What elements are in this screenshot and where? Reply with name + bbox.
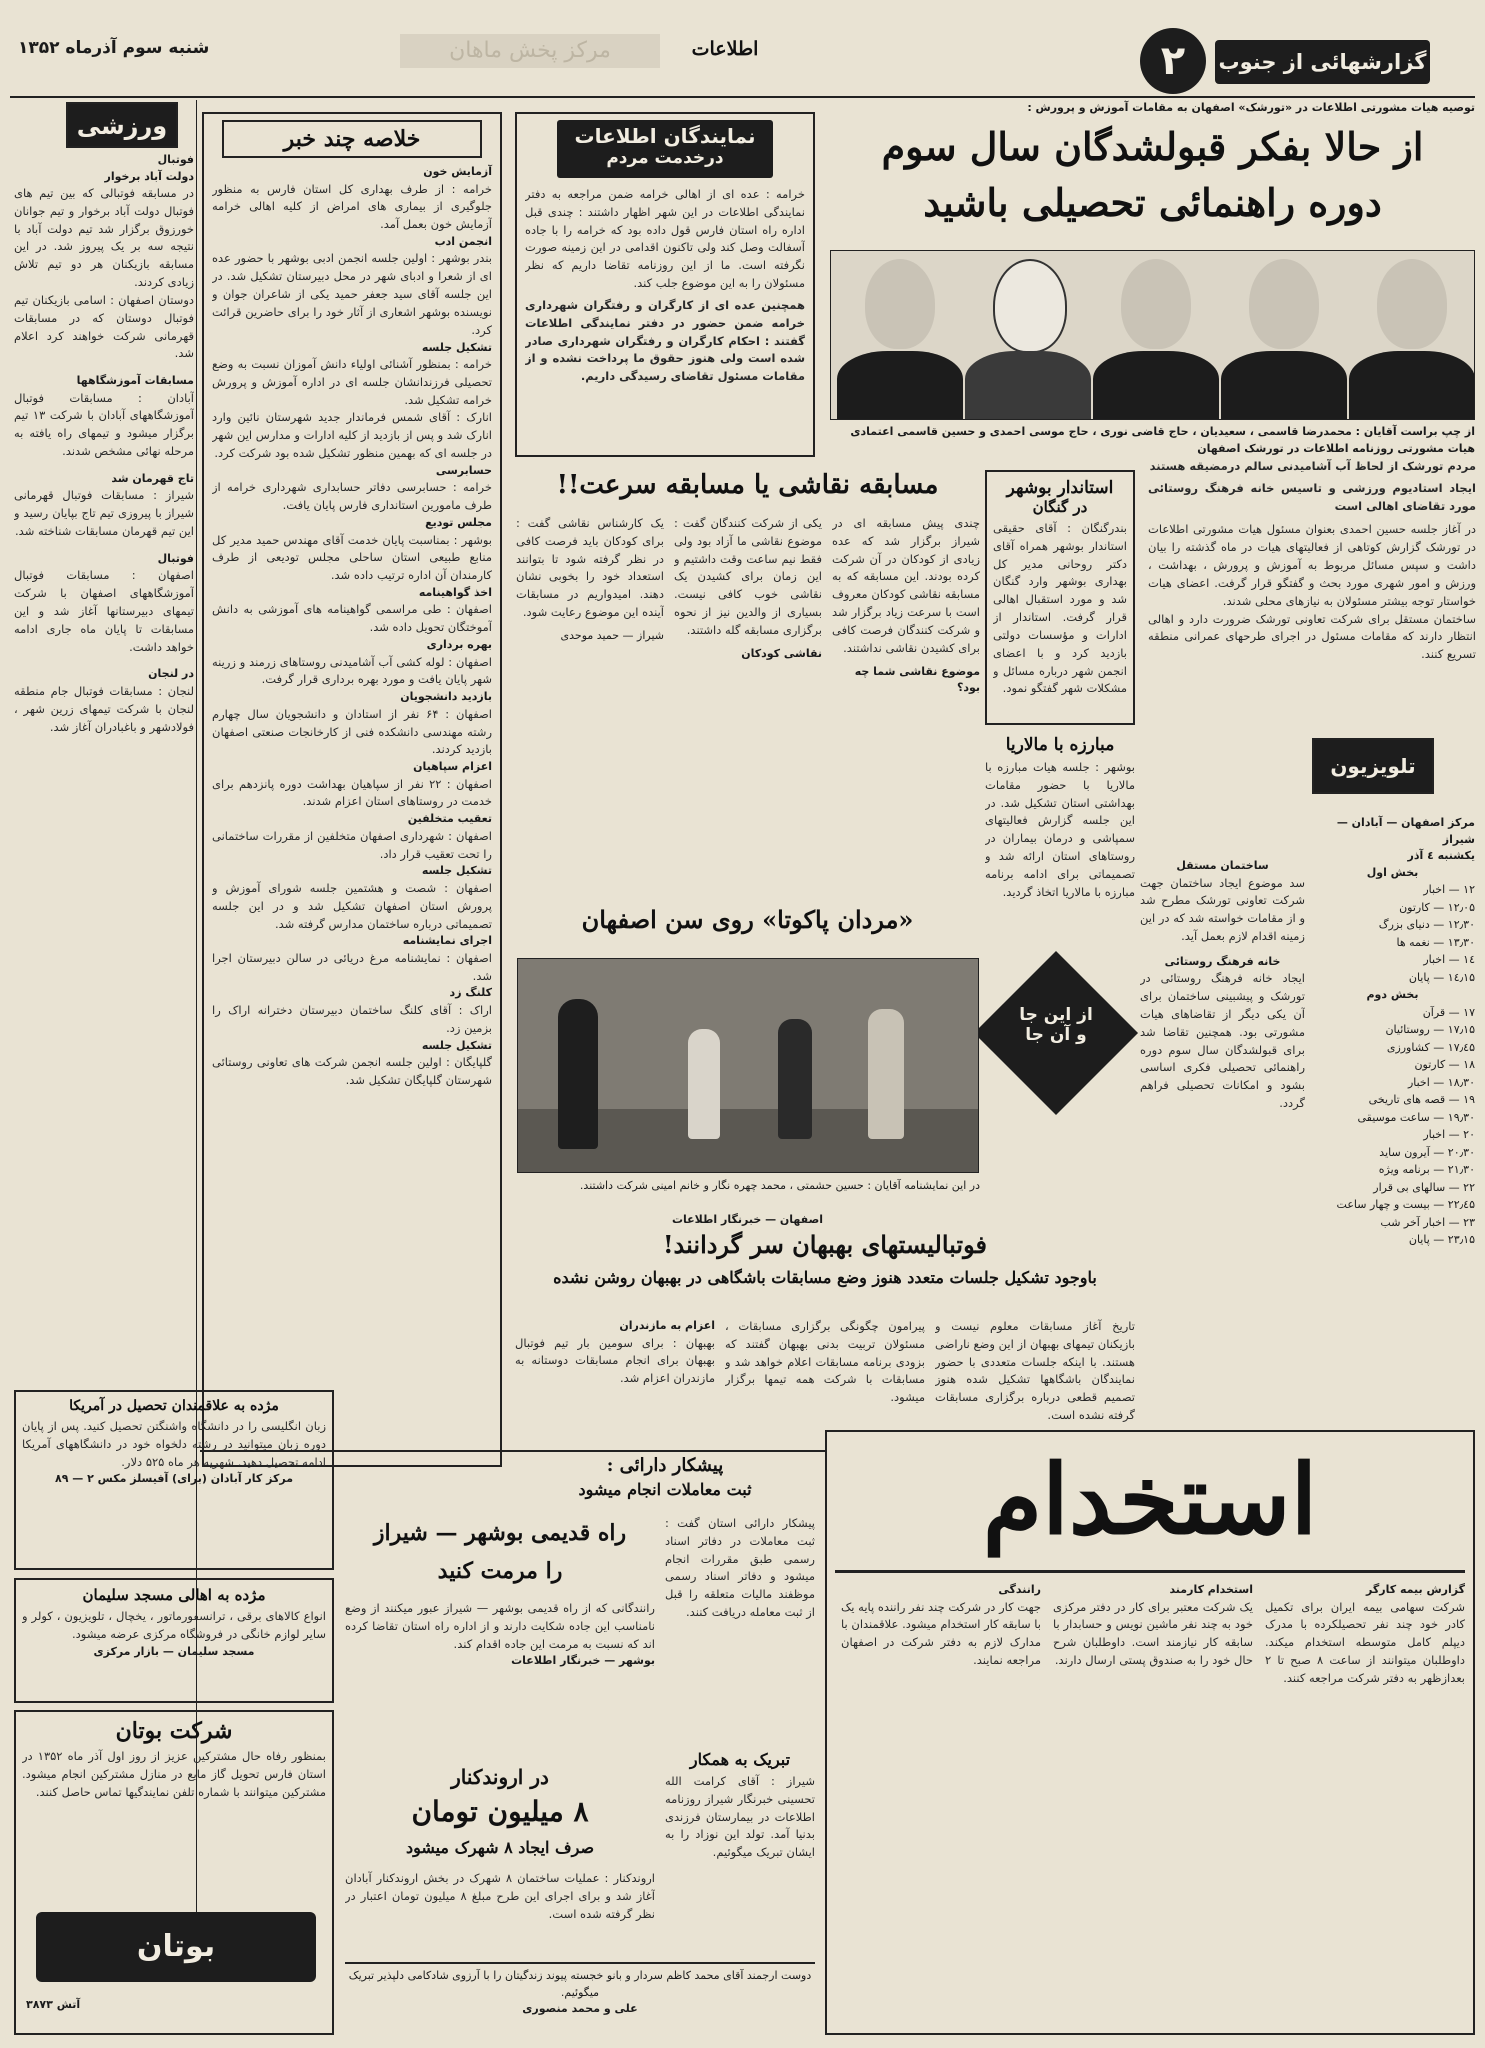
tv-schedule-item: ۲۳٫۱۵ — پایان xyxy=(1408,1233,1475,1246)
butan-logo: بوتان xyxy=(36,1912,316,1982)
tv-schedule-list-2 xyxy=(1310,1005,1475,1249)
travel-stamp-text xyxy=(998,1005,1114,1045)
tv-schedule-item: ۱۷٫۱۵ — روستائیان xyxy=(1385,1023,1475,1036)
main-headline-2: دوره راهنمائی تحصیلی باشید xyxy=(923,180,1382,225)
brief-heading: اعزام سپاهیان xyxy=(413,760,492,774)
brief-heading: اجرای نمایشنامه xyxy=(402,934,492,948)
brief-paragraph: خرامه : از طرف بهداری کل استان فارس به منظور جلوگیری از بیماری های امراض از کلیه اهالی خرامه آزمایش خون بعمل آمد. xyxy=(212,181,492,232)
sports-column xyxy=(14,152,194,1382)
hiring-col-body: شرکت سهامی بیمه ایران برای تکمیل کادر خود چند نفر تحصیلکرده با مدرک دیپلم کامل متوسطه استخدام میکند. داوطلبان میتوانند از ساعت ۸ صبح تا ۲ بعدازظهر به دفتر شرکت مراجعه کنند. xyxy=(1265,1599,1465,1685)
brief-paragraph: اصفهان : ۲۲ نفر از سپاهیان بهداشت دوره پانزدهم برای خدمت در روستاهای استان اعزام شدند. xyxy=(212,776,492,809)
portrait xyxy=(837,251,963,420)
tv-schedule-item: ۱۷٫٤۵ — کشاورزی xyxy=(1386,1040,1475,1054)
sports-paragraph: در مسابقه فوتبالی که بین تیم های فوتبال دولت آباد برخوار و تیم جوانان خورزوق برگزار شد تیم دولت آباد با نتیجه سه بر یک پیروز شد. در این مسابقه بازیکنان هر دو تیم تلاش زیادی کردند. xyxy=(14,186,194,290)
football-col xyxy=(935,1318,1135,1425)
butan-code: آتش ۳۸۷۳ xyxy=(26,1998,81,2011)
football-paragraph: پیرامون چگونگی برگزاری مسابقات ، مسئولان تربیت بدنی بهبهان گفتند که بزودی برنامه مسابقات اعلام خواهد شد و مسابقات با شرکت همه تیمها برگزار میشود. xyxy=(725,1319,925,1405)
brief-heading: مجلس تودیع xyxy=(425,516,492,529)
arvand-body xyxy=(345,1870,655,1960)
congrats-box xyxy=(665,1750,815,1960)
butan-title: شرکت بوتان xyxy=(115,1718,233,1744)
news-brief-title: خلاصه چند خبر xyxy=(222,120,482,158)
tv-schedule-item: ۱۸ — کارتون xyxy=(1414,1058,1475,1071)
arvand-title-2: ۸ میلیون تومان xyxy=(411,1795,589,1828)
main-paragraph: ساختمان مستقل برای شرکت تعاونی تورشک ضرورت دارد و اهالی انتظار دارند که مقامات مسئول در اجرای طرحهای عمرانی منطقه تسریع کنند. xyxy=(1148,611,1476,662)
theater-title: «مردان پاکوتا» روی سن اصفهان xyxy=(581,905,914,934)
road-credit: بوشهر — خبرنگار اطلاعات xyxy=(511,1654,655,1668)
actor-figure xyxy=(868,1009,904,1139)
page-number-badge: ۲ xyxy=(1140,28,1206,94)
main-subhead: ساختمان مستقل xyxy=(1176,859,1269,872)
sports-paragraph: اصفهان : مسابقات فوتبال آموزشگاههای اصفهان با شرکت تیمهای دبیرستانها آغاز شد و این مسابقات تا پایان ماه جاری ادامه خواهد داشت. xyxy=(14,568,194,654)
congrats-body: شیراز : آقای کرامت الله تحسینی خبرنگار شیراز روزنامه اطلاعات در بیمارستان فرزندی بدنیا آمد. تولد این نوزاد را به ایشان تبریک میگوئیم. xyxy=(665,1774,815,1860)
road-title-2: را مرمت کنید xyxy=(437,1558,563,1584)
main-bullet: ایجاد استادیوم ورزشی و تاسیس خانه فرهنگ روستائی مورد تقاضای اهالی است xyxy=(1148,480,1476,513)
main-headline-1: از حالا بفکر قبولشدگان سال سوم xyxy=(881,124,1424,169)
brief-paragraph: خرامه : حسابرسی دفاتر حسابداری شهرداری خرامه از طرف مامورین استانداری فارس پایان یافت. xyxy=(212,480,492,513)
theater-photo xyxy=(517,958,979,1173)
main-subhead: خانه فرهنگ روستائی xyxy=(1164,954,1281,968)
sports-paragraph: دوستان اصفهان : اسامی بازیکنان تیم فوتبال دوستان که در مسابقات قهرمانی شرکت خواهند کرد اعلام شد. xyxy=(14,292,194,361)
brief-heading: تعقیب متخلفین xyxy=(407,812,492,826)
tv-day: یکشنبه ٤ آذر xyxy=(1407,849,1475,862)
contest-subhead: نقاشی کودکان xyxy=(741,646,822,660)
tv-title: تلویزیون xyxy=(1312,738,1434,794)
tv-schedule-item: ۲۲ — سالهای بی قرار xyxy=(1373,1180,1475,1194)
hiring-col xyxy=(1265,1582,1465,2027)
reps-foot: همچنین عده ای از کارگران و رفتگران شهرداری خرامه ضمن حضور در دفتر نمایندگی اطلاعات گفتند : احکام کارگران و رفتگران شهرداری صادر شده است ولی هنوز حقوق ما پرداخت نشده و از مقامات مسئول تقاضای رسیدگی داریم. xyxy=(525,297,805,384)
brief-paragraph: بندر بوشهر : اولین جلسه انجمن ادبی بوشهر با حضور عده ای از شعرا و ادبای شهر در محل دبیرستان تشکیل شد. در این جلسه آقای سید جعفر حمید یکی از شاعران جوان و نویسنده بوشهر اشعاری از آثار خود را برای حاضرین قرائت کرد. xyxy=(212,251,492,337)
contest-paragraph: یکی از شرکت کنندگان گفت : موضوع نقاشی ما آزاد بود ولی فقط نیم ساعت وقت داشتیم و این زمان برای کشیدن یک نقاشی خوب کافی نیست. بسیاری از والدین نیز از نحوه برگزاری مسابقه گله داشتند. xyxy=(674,516,822,637)
bushehr-body: بندرگنگان : آقای حقیقی استاندار بوشهر همراه آقای دکتر روحانی مدیر کل بهداری بوشهر وارد گنگان شد و مورد استقبال اهالی قرار گرفت. استاندار از ادارات و مؤسسات دولتی بازدید کرد و با اعضای انجمن شهر درباره مسائل و مشکلات شهر گفتگو نمود. xyxy=(993,521,1127,696)
tv-part: بخش اول xyxy=(1366,865,1419,879)
tv-schedule-item: ۱۳٫۳۰ — نغمه ها xyxy=(1396,935,1475,949)
football-body xyxy=(515,1318,1135,1438)
masthead-divider xyxy=(10,96,1475,98)
football-col xyxy=(515,1318,715,1388)
sports-paragraph: لنجان : مسابقات فوتبال جام منطقه لنجان با شرکت تیمهای زرین شهر ، فولادشهر و باغبادران آغاز شد. xyxy=(14,683,194,734)
council-photo xyxy=(830,250,1475,420)
masthead xyxy=(0,0,1485,110)
congrats-title: تبریک به همکار xyxy=(689,1750,791,1769)
portrait xyxy=(1221,251,1347,420)
main-paragraph: در آغاز جلسه حسین احمدی بعنوان مسئول هیات مشورتی اطلاعات در تورشک گزارش کوتاهی از فعالیتهای هیات در ماه گذشته را بیان داشت و سپس مسائل مربوط به آموزش و پرورش ، بهداشت ، ورزش و امور شهری مورد بحث و گفتگو قرار گرفت. اعضای هیات خواستار توجه بیشتر مسئولان به نیازهای محلی شدند. xyxy=(1148,522,1476,608)
contest-col xyxy=(674,515,822,905)
brief-heading: اخذ گواهینامه xyxy=(418,585,492,599)
registry-body xyxy=(665,1515,815,1745)
registry-title: پیشکار دارائی : xyxy=(606,1455,724,1476)
arvand-subtitle: صرف ایجاد ۸ شهرک میشود xyxy=(405,1838,595,1857)
tv-schedule-item: ۱۹٫۳۰ — ساعت موسیقی xyxy=(1357,1110,1475,1124)
sports-paragraph: آبادان : مسابقات فوتبال آموزشگاههای آبادان با شرکت ۱۳ تیم برگزار میشود و تیمهای راه یافته به مرحله نهائی مشخص شدند. xyxy=(14,390,194,459)
mosque-body: انواع کالاهای برقی ، ترانسفورماتور ، یخچال ، تلویزیون ، کولر و سایر لوازم خانگی در فروشگاه مرکزی عرضه میشود. xyxy=(22,1609,326,1641)
road-title-1: راه قدیمی بوشهر — شیراز xyxy=(373,1520,627,1546)
main-bullet: مردم تورشک از لحاظ آب آشامیدنی سالم درمضیقه هستند xyxy=(1149,459,1476,473)
mosque-address: مسجد سلیمان — بازار مرکزی xyxy=(93,1644,255,1658)
brief-heading: تشکیل جلسه xyxy=(421,864,492,878)
hiring-col-body: جهت کار در شرکت چند نفر راننده پایه یک با سابقه کار استخدام میشود. علاقمندان با مدارک لازم به دفتر شرکت در اصفهان مراجعه نمایند. xyxy=(841,1599,1041,1667)
brief-heading: تشکیل جلسه xyxy=(421,340,492,354)
actor-figure xyxy=(688,1029,720,1139)
brief-paragraph: اصفهان : لوله کشی آب آشامیدنی روستاهای زرمند و زرینه شهر پایان یافت و مورد بهره برداری قرار گرفت. xyxy=(212,654,492,687)
brief-heading: حسابرسی xyxy=(435,463,492,477)
hiring-col xyxy=(1053,1582,1253,2027)
contest-col xyxy=(832,515,980,905)
tv-schedule-item: ۲۱٫۳۰ — برنامه ویژه xyxy=(1378,1163,1475,1176)
wedding-sign: علی و محمد منصوری xyxy=(522,2002,638,2015)
sports-heading: مسابقات آموزشگاهها xyxy=(76,374,194,388)
football-col xyxy=(725,1318,925,1407)
study-us-contact: مرکز کار آبادان (برای) آفیسلز مکس ۲ — ۸۹ xyxy=(54,1472,294,1486)
bushehr-title-2: در گنگان xyxy=(1032,498,1088,516)
study-us-body: زبان انگلیسی را در دانشگاه واشنگتن تحصیل کنید. پس از پایان دوره زبان میتوانید در رشته دلخواه خود در دانشگاههای آمریکا ادامه تحصیل دهید. شهریه هر ماه ۵۲۵ دلار. xyxy=(22,1419,326,1469)
hiring-ad xyxy=(825,1430,1475,2035)
brief-paragraph: انارک : آقای شمس فرماندار جدید شهرستان نائین وارد انارک شد و پس از بازدید از کلیه ادارات و مدارس این شهر در جلسه ای که بهمین منظور تشکیل شده بود شرکت کرد. xyxy=(212,410,492,461)
registry-subtitle: ثبت معاملات انجام میشود xyxy=(578,1480,752,1499)
portrait xyxy=(965,251,1091,420)
section-title-badge: گزارشهائی از جنوب xyxy=(1215,40,1430,84)
hiring-col-title: گزارش بیمه کارگر xyxy=(1366,1583,1465,1596)
football-paragraph: تاریخ آغاز مسابقات معلوم نیست و بازیکنان تیمهای بهبهان از این وضع ناراضی هستند. با اینکه جلسات متعددی با حضور نمایندگان باشگاهها تشکیل شده هنوز تصمیم قطعی درباره برگزاری مسابقات گرفته نشده است. xyxy=(935,1319,1135,1423)
brief-paragraph: اصفهان : نمایشنامه مرغ دریائی در سالن دبیرستان اجرا شد. xyxy=(212,950,492,983)
actor-figure xyxy=(778,1019,812,1139)
arvand-paragraph: اروندکنار : عملیات ساختمان ۸ شهرک در بخش اروندکنار آبادان آغاز شد و برای اجرای این طرح مبلغ ۸ میلیون تومان اعتبار در نظر گرفته شده است. xyxy=(345,1871,655,1921)
masthead-date: شنبه سوم آذرماه ۱۳۵۲ xyxy=(18,38,210,58)
contest-body xyxy=(515,515,980,905)
sports-heading: فوتبال xyxy=(157,551,194,565)
hiring-col-title: استخدام کارمند xyxy=(1169,1583,1253,1596)
portrait xyxy=(1349,251,1475,420)
masthead-paper-name: اطلاعات xyxy=(691,38,759,60)
tv-schedule-item: ۱٤ — اخبار xyxy=(1423,953,1475,966)
brief-paragraph: اصفهان : شصت و هشتمین جلسه شورای آموزش و پرورش استان اصفهان تشکیل شد و در این جلسه تصمیماتی درباره ساختمان مدارس گرفته شد. xyxy=(212,880,492,931)
football-title: فوتبالیستهای بهبهان سر گردانند! xyxy=(663,1230,987,1259)
hiring-col xyxy=(841,1582,1041,2027)
bushehr-box xyxy=(985,470,1135,725)
contest-col xyxy=(516,515,664,905)
brief-heading: انجمن ادب xyxy=(434,234,492,248)
arvand-title-1: در اروندکنار xyxy=(451,1765,549,1789)
main-kicker: توصیه هیات مشورتی اطلاعات در «تورشک» اصفهان به مقامات آموزش و پرورش : xyxy=(1027,101,1475,114)
malaria-title: مبارزه با مالاریا xyxy=(1005,735,1115,755)
football-subtitle: باوجود تشکیل جلسات متعدد هنوز وضع مسابقات باشگاهی در بهبهان روشن نشده xyxy=(553,1268,1097,1287)
contest-title: مسابقه نقاشی یا مسابقه سرعت!! xyxy=(556,470,939,500)
hiring-title: استخدام xyxy=(835,1440,1465,1573)
hiring-col-title: رانندگی xyxy=(998,1583,1041,1596)
tv-schedule-item: ۱۹ — قصه های تاریخی xyxy=(1368,1093,1475,1106)
brief-paragraph: خرامه : بمنظور آشنائی اولیاء دانش آموزان نسبت به وضع تحصیلی فرزندانشان جلسه ای در اداره آموزش و پرورش خرامه تشکیل شد. xyxy=(212,357,492,407)
reps-title-line1: نمایندگان اطلاعات xyxy=(574,124,756,148)
sports-heading: تاج قهرمان شد xyxy=(111,471,194,485)
brief-paragraph: اصفهان : ۶۴ نفر از استادان و دانشجویان سال چهارم رشته مهندسی دانشکده فنی از کارخانجات صنعتی اصفهان بازدید کردند. xyxy=(212,706,492,757)
sports-paragraph: شیراز : مسابقات فوتبال قهرمانی شیراز با پیروزی تیم تاج بپایان رسید و این تیم قهرمان مسابقات شناخته شد. xyxy=(14,488,194,538)
tv-schedule-item: ۱۷ — قرآن xyxy=(1422,1005,1475,1019)
reps-box xyxy=(515,112,815,457)
actor-figure xyxy=(558,999,598,1149)
main-paragraph: ایجاد خانه فرهنگ روستائی در تورشک و پیشبینی ساختمان برای آن یکی دیگر از تقاضاهای هیات مشورتی بود. همچنین تقاضا شد برای قبولشدگان سال سوم دوره راهنمائی تحصیلی فکری اساسی بشود و امکانات تحصیلی فراهم گردد. xyxy=(1140,971,1305,1110)
registry-paragraph: پیشکار دارائی استان گفت : ثبت معاملات در دفاتر اسناد رسمی طبق مقررات انجام میشود و دفاتر اسناد رسمی موظفند مالیات متعلقه را قبل از ثبت معامله دریافت کنند. xyxy=(665,1516,815,1620)
contest-paragraph: چندی پیش مسابقه ای در شیراز برگزار شد که عده زیادی از کودکان در آن شرکت کرده بودند. این مسابقه که به مسابقه نقاشی کودکان معروف است با سرعت زیاد برگزار شد و شرکت کنندگان فرصت کافی برای کشیدن نقاشی نداشتند. xyxy=(832,516,980,655)
sports-heading: فوتبال xyxy=(157,153,194,166)
wedding-box xyxy=(345,1962,815,2037)
brief-paragraph: اراک : آقای کلنگ ساختمان دبیرستان دخترانه اراک را بزمین زد. xyxy=(212,1002,492,1035)
main-paragraph: سد موضوع ایجاد ساختمان جهت شرکت تعاونی تورشک مطرح شد و از مقامات خواسته شد که در این زمینه اقدام لازم بعمل آید. xyxy=(1140,875,1305,943)
tv-station: مرکز اصفهان — آبادان — شیراز xyxy=(1336,816,1475,846)
contest-subhead: موضوع نقاشی شما چه بود؟ xyxy=(854,664,980,694)
photo-caption: از چپ براست آقایان : محمدرضا قاسمی ، سعیدیان ، حاج قاضی نوری ، حاج موسی احمدی و حسین قاسمی اعتمادی هیات مشورتی روزنامه اطلاعات در تورشک اصفهان xyxy=(850,425,1475,455)
tv-schedule-item: ۱٤٫۱۵ — پایان xyxy=(1408,970,1475,984)
tv-part: بخش دوم xyxy=(1366,988,1419,1001)
contest-byline: شیراز — حمید موحدی xyxy=(560,628,664,642)
study-us-ad xyxy=(14,1390,334,1570)
wedding-body: دوست ارجمند آقای محمد کاظم سردار و بانو خجسته پیوند زندگیتان را با آرزوی شادکامی دلپذیر تبریک میگوئیم. xyxy=(348,1969,812,1999)
brief-paragraph: اصفهان : شهرداری اصفهان متخلفین از مقررات ساختمانی را تحت تعقیب قرار داد. xyxy=(212,828,492,861)
brief-paragraph: اصفهان : طی مراسمی گواهینامه های آموزشی به دانش آموختگان تحویل داده شد. xyxy=(212,602,492,635)
mosque-title: مژده به اهالی مسجد سلیمان xyxy=(82,1586,266,1604)
tv-schedule-list-1 xyxy=(1310,882,1475,986)
brief-heading: آزمایش خون xyxy=(423,165,492,178)
theater-caption: در این نمایشنامه آقایان : حسین حشمتی ، محمد چهره نگار و خانم امینی شرکت داشتند. xyxy=(579,1179,980,1192)
tv-schedule-item: ۱۸٫۳۰ — اخبار xyxy=(1407,1075,1475,1089)
tv-schedule-item: ۱۲ — اخبار xyxy=(1423,883,1475,896)
malaria-body: بوشهر : جلسه هیات مبارزه با مالاریا با حضور مقامات بهداشتی استان تشکیل شد. در این جلسه گزارش فعالیتهای سمپاشی و درمان بیماران در روستاهای استان ارائه شد و تصمیماتی برای ادامه برنامه مبارزه با مالاریا اتخاذ گردید. xyxy=(985,760,1135,899)
road-body xyxy=(345,1600,655,1760)
reps-title-line2: درخدمت مردم xyxy=(606,148,724,168)
brief-paragraph: بوشهر : بمناسبت پایان خدمت آقای مهندس حمید مدیر کل منابع طبیعی استان ساحلی مجلس تودیعی از طرف کارمندان آن اداره ترتیب داده شد. xyxy=(212,532,492,583)
brief-paragraph: گلپایگان : اولین جلسه انجمن شرکت های تعاونی روستائی شهرستان گلپایگان تشکیل شد. xyxy=(212,1055,492,1087)
sports-heading: دولت آباد برخوار xyxy=(104,169,194,183)
road-paragraph: رانندگانی که از راه قدیمی بوشهر — شیراز عبور میکنند از وضع نامناسب این جاده شکایت دارند و از اداره راه استان تقاضا کرده اند که نسبت به مرمت این جاده اقدام کند. xyxy=(345,1601,655,1651)
tv-schedule-item: ۲۳ — اخبار آخر شب xyxy=(1380,1215,1475,1229)
contest-paragraph: یک کارشناس نقاشی گفت : برای کودکان باید فرصت کافی در نظر گرفته شود تا بتوانند استعداد خود را بخوبی نشان دهند. امیدواریم در مسابقات آینده این موضوع رعایت شود. xyxy=(516,516,664,620)
hiring-col-body: یک شرکت معتبر برای کار در دفتر مرکزی خود به چند نفر ماشین نویس و حسابدار با سابقه کار نیازمند است. داوطلبان شرح حال خود را به صندوق پستی ارسال دارند. xyxy=(1053,1599,1253,1667)
football-subhead: اعزام به مازندران xyxy=(619,1319,715,1332)
bushehr-title-1: استاندار بوشهر xyxy=(1006,478,1114,498)
brief-heading: بهره برداری xyxy=(426,638,492,652)
news-brief-box xyxy=(202,112,502,1467)
travel-stamp-line1: از این جا xyxy=(1019,1005,1093,1025)
reps-body: خرامه : عده ای از اهالی خرامه ضمن مراجعه به دفتر نمایندگی اطلاعات در این شهر اظهار داشتند : چندی قبل اداره راه استان فارس قول داده بود که خرامه را با جاده آسفالت وصل کند ولی تاکنون اقدامی در این زمینه صورت نگرفته است. ما از این روزنامه تقاضا داریم که نظر مسئولان را به این موضوع جلب کند. xyxy=(525,187,805,291)
brief-heading: بازدید دانشجویان xyxy=(400,690,492,704)
main-story-column-2 xyxy=(1140,858,1305,1418)
brief-heading: کلنگ زد xyxy=(449,986,492,1000)
football-paragraph: بهبهان : برای سومین بار تیم فوتبال بهبهان برای انجام مسابقات دوستانه به مازندران اعزام شد. xyxy=(515,1335,715,1386)
theater-credit: اصفهان — خبرنگار اطلاعات xyxy=(671,1213,824,1226)
tv-schedule-item: ۱۲٫۰۵ — کارتون xyxy=(1399,900,1475,914)
sports-heading: در لنجان xyxy=(148,667,194,681)
tv-schedule-item: ۲۲٫٤۵ — بیست و چهار ساعت xyxy=(1336,1198,1475,1211)
brief-heading: تشکیل جلسه xyxy=(421,1038,492,1052)
masthead-faded-banner: مرکز پخش ماهان xyxy=(400,34,660,68)
mosque-ad xyxy=(14,1578,334,1703)
study-us-title: مژده به علاقمندان تحصیل در آمریکا xyxy=(69,1398,279,1414)
tv-schedule-item: ۲۰ — اخبار xyxy=(1423,1128,1475,1141)
portrait xyxy=(1093,251,1219,420)
tv-schedule-item: ۲۰٫۳۰ — آیرون ساید xyxy=(1379,1145,1475,1159)
butan-ad xyxy=(14,1710,334,2035)
tv-schedule-item: ۱۲٫۳۰ — دنیای بزرگ xyxy=(1378,918,1475,931)
travel-stamp-line2: و آن جا xyxy=(1025,1025,1087,1045)
butan-body: بمنظور رفاه حال مشترکین عزیز از روز اول آذر ماه ۱۳۵۲ در استان فارس تحویل گاز مایع در منازل مشترکین انجام میشود. مشترکین میتوانند با شماره تلفن نمایندگیها تماس حاصل کنند. xyxy=(22,1749,326,1799)
reps-title xyxy=(557,120,773,178)
sports-title: ورزشی xyxy=(66,102,178,148)
